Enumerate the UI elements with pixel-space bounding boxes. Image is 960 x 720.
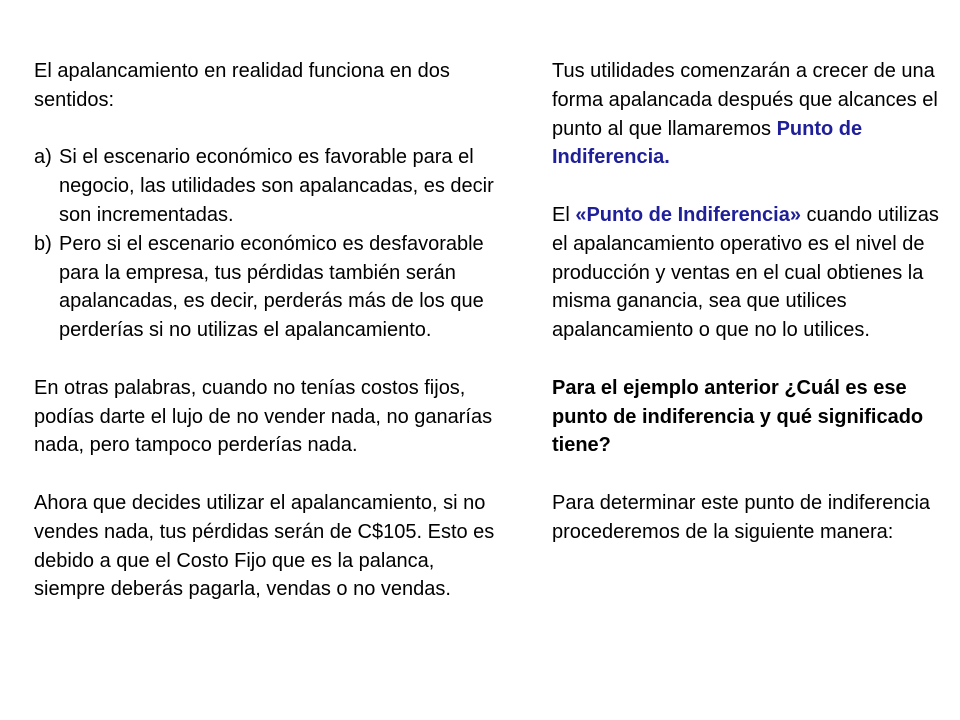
spacer [34,115,509,144]
spacer [34,460,509,489]
list-marker: b) [34,232,52,255]
list-text: Pero si el escenario económico es desfavorable para la empresa, tus pérdidas también serán apalancadas, es decir, perderás más de los que perderías si no utilizas el apalancamiento. [59,232,484,342]
right-paragraph-1 [552,57,942,172]
left-paragraph-3: Ahora que decides utilizar el apalancamiento, si no vendes nada, tus pérdidas serán de C$105. Esto es debido a que el Costo Fijo que es la palanca, siempre deberás pagarla, vendas o no vendas. [34,491,495,601]
list-marker: a) [34,146,52,169]
spacer [34,345,509,374]
right-paragraph-4: Para determinar este punto de indiferencia procederemos de la siguiente manera: [552,491,931,543]
spacer [552,172,942,201]
spacer [552,345,942,374]
list-item-a [34,143,509,229]
left-column [34,57,509,604]
punto-indiferencia-highlight: Punto de Indiferencia. [552,117,863,169]
right-paragraph-2 [552,201,942,345]
left-intro: El apalancamiento en realidad funciona en dos sentidos: [34,60,450,111]
list-item-b [34,230,509,345]
p1-text: Tus utilidades comenzarán a crecer de una forma apalancada después que alcances el punto al que llamaremos [552,60,938,140]
left-paragraph-2: En otras palabras, cuando no tenías costos fijos, podías darte el lujo de no vender nada, no ganarías nada, pero tampoco perderías nada. [34,376,493,457]
p2-pre: El [552,203,576,226]
right-column [552,57,942,547]
punto-indiferencia-quoted: «Punto de Indiferencia» [575,203,801,226]
list-text: Si el escenario económico es favorable para el negocio, las utilidades son apalancadas, es decir son incrementadas. [59,146,494,226]
spacer [552,460,942,489]
p2-post: cuando utilizas el apalancamiento operativo es el nivel de producción y ventas en el cual obtienes la misma ganancia, sea que utilices apalancamiento o que no lo utilices. [552,203,939,342]
question-paragraph: Para el ejemplo anterior ¿Cuál es ese punto de indiferencia y qué significado tiene? [552,376,924,457]
